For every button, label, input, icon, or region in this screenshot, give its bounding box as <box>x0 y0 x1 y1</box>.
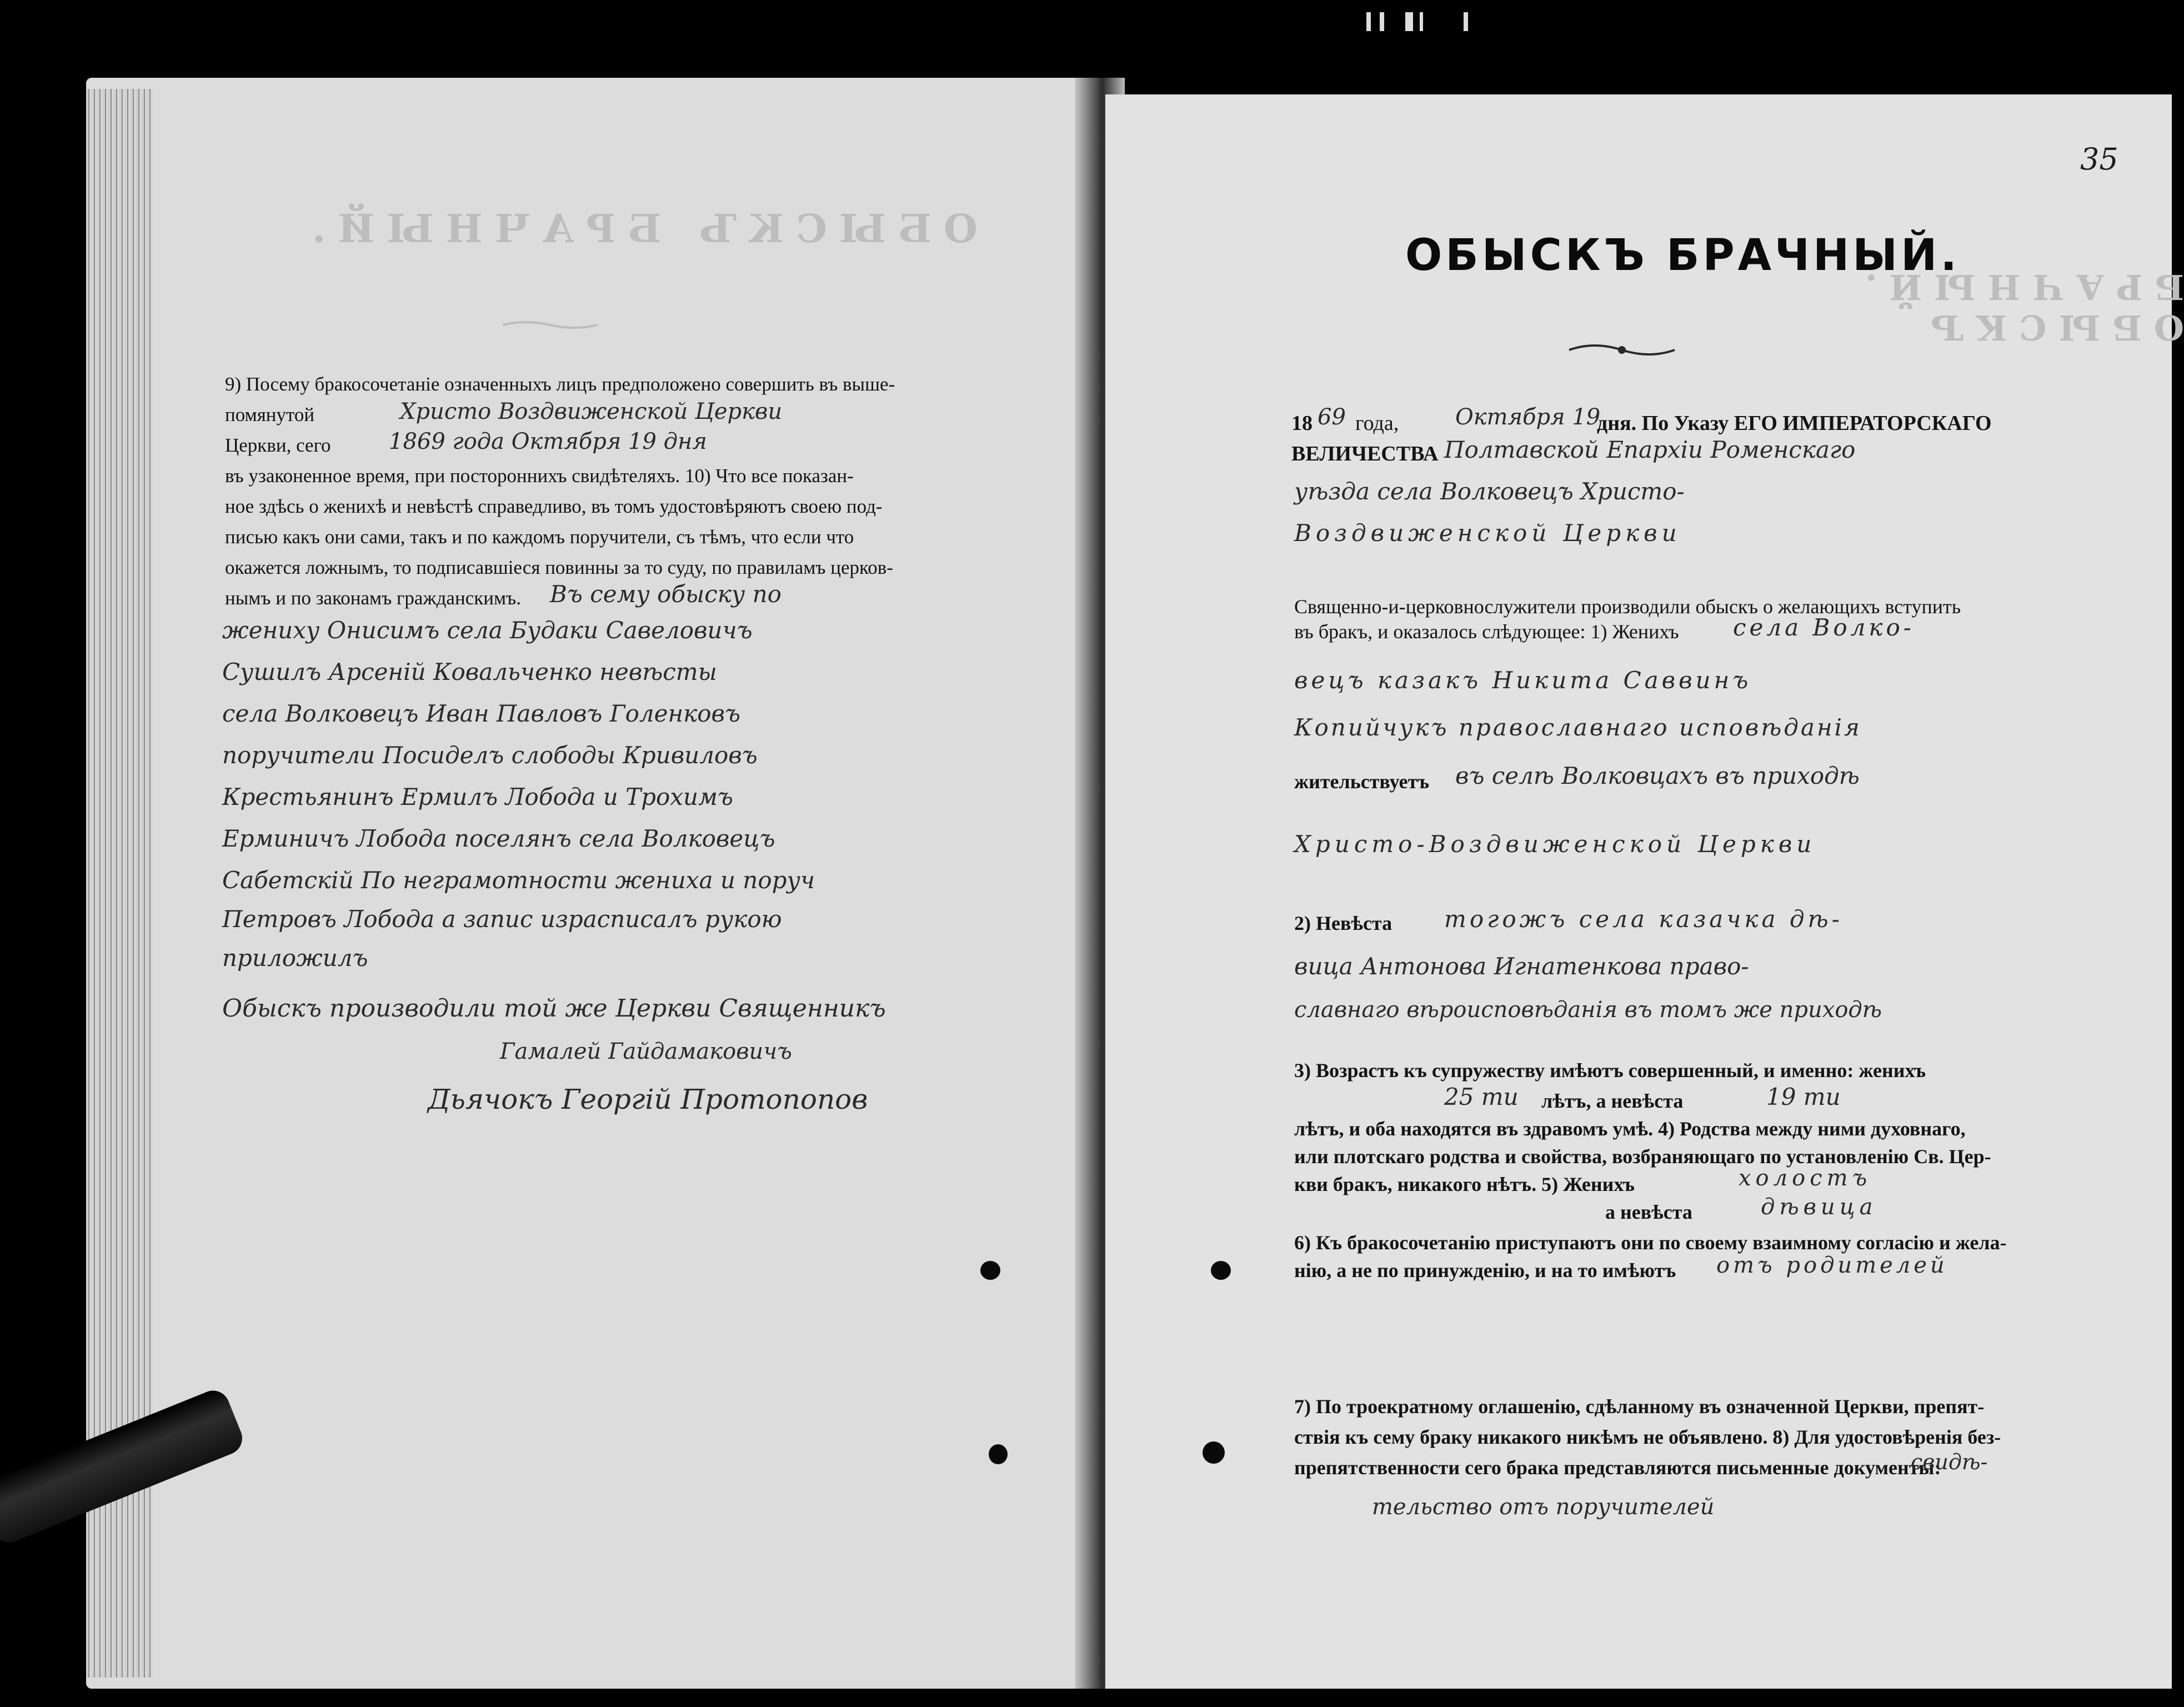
hw-date-left: 1869 года Октября 19 дня <box>389 429 707 454</box>
hw-groom-2: вецъ казакъ Никита Саввинъ <box>1294 667 1752 694</box>
hw-bride-1: тогожъ села казачка дѣ- <box>1444 905 1843 933</box>
document-title: ОБЫСКЪ БРАЧНЫЙ. <box>1405 231 1961 281</box>
left-line-7: окажется ложнымъ, то подписавшіеся повинны за то суду, по правиламъ церков- <box>225 557 893 578</box>
age-line-8: нію, а не по принужденію, и на то имѣютъ <box>1294 1259 1676 1281</box>
ghost-title-left: ОБЫСКЪ БРАЧНЫЙ. <box>300 206 978 252</box>
title-ornament <box>1566 338 1677 360</box>
page-number: 35 <box>2080 142 2118 177</box>
hw-groom-1: села Волко- <box>1733 614 1915 641</box>
age-line-5: кви бракъ, никакого нѣтъ. 5) Женихъ <box>1294 1173 1635 1195</box>
hw-ukaz-2: уѣзда села Волковецъ Христо- <box>1294 478 1685 505</box>
hw-documents-2: тельство отъ поручителей <box>1372 1494 1715 1520</box>
hw-left-10: приложилъ <box>222 944 368 972</box>
final-line-3: препятственности сего брака представляются письменные документы: <box>1294 1456 1941 1479</box>
hw-bride-2: вица Антонова Игнатенкова право- <box>1294 953 1749 980</box>
left-line-1: 9) Посему бракосочетаніе означенныхъ лицъ предположено совершить въ выше- <box>225 373 895 395</box>
hw-left-4: села Волковецъ Иван Павловъ Голенковъ <box>222 700 740 727</box>
left-line-4: въ узаконенное время, при постороннихъ свидѣтеляхъ. 10) Что все показан- <box>225 465 854 487</box>
bride-label: 2) Невѣста <box>1294 912 1392 934</box>
age-line-1: 3) Возрастъ къ супружеству имѣютъ совершенный, и именно: женихъ <box>1294 1059 1926 1082</box>
binding-hole <box>989 1444 1008 1464</box>
final-line-1: 7) По троекратному оглашенію, сдѣланному въ означенной Церкви, препят- <box>1294 1395 1985 1418</box>
hw-church: Христо Воздвиженской Церкви <box>400 399 783 424</box>
hw-left-8: Сабетскій По неграмотности жениха и поруч <box>222 867 815 894</box>
ghost-ornament-left <box>500 317 600 333</box>
film-frame-marks <box>1366 12 1472 34</box>
hw-ukaz-3: Воздвиженской Церкви <box>1294 519 1681 547</box>
ghost-title-right: ОБЫСКЪ БРАЧНЫЙ. <box>1853 267 2184 348</box>
left-line-3: Церкви, сего <box>225 434 331 456</box>
age-line-2: лѣтъ, а невѣста <box>1541 1090 1684 1112</box>
word-goda: года, <box>1355 412 1399 435</box>
body-line-2: въ бракъ, и оказалось слѣдующее: 1) Женихъ <box>1294 620 1679 643</box>
hw-groom-3: Копийчукъ православнаго исповѣданія <box>1294 714 1862 741</box>
left-line-6: писью какъ они сами, такъ и по каждомъ поручители, съ тѣмъ, что если что <box>225 526 854 548</box>
age-line-6: а невѣста <box>1605 1201 1692 1223</box>
age-line-7: 6) Къ бракосочетанію приступаютъ они по своему взаимному согласію и жела- <box>1294 1232 2007 1254</box>
hw-left-11: Обыскъ производили той же Церкви Священникъ <box>222 994 886 1023</box>
left-line-5: ное здѣсь о женихѣ и невѣстѣ справедливо, въ томъ удостовѣряютъ своею под- <box>225 495 883 517</box>
hw-year: 69 <box>1318 404 1346 430</box>
final-line-2: ствія къ сему браку никакого никѣмъ не объявлено. 8) Для удостовѣренія без- <box>1294 1426 2001 1448</box>
hw-groom-status: холостъ <box>1739 1165 1872 1191</box>
left-line-2: помянутой <box>225 404 315 426</box>
hw-left-9: Петровъ Лобода а запис израсписалъ рукою <box>222 905 782 933</box>
body-line-1: Священно-и-церковнослужители производили обыскъ о желающихъ вступить <box>1294 595 1961 618</box>
age-line-3: лѣтъ, и оба находятся въ здравомъ умѣ. 4) Родства между ними духовнаго, <box>1294 1118 1966 1140</box>
hw-residence-2: Христо-Воздвиженской Церкви <box>1294 830 1816 858</box>
hw-left-7: Ерминичъ Лобода поселянъ села Волковецъ <box>222 825 775 852</box>
hw-signature-deacon: Дьячокъ Георгій Протопопов <box>428 1083 868 1115</box>
binding-hole <box>1211 1261 1231 1280</box>
year-prefix: 18 <box>1291 412 1313 435</box>
hw-residence-1: въ селѣ Волковцахъ въ приходѣ <box>1455 762 1860 789</box>
hw-bride-age: 19 ти <box>1766 1083 1841 1110</box>
hw-ukaz-1: Полтавской Епархіи Роменскаго <box>1444 436 1856 463</box>
age-line-4: или плотскаго родства и свойства, возбраняющаго по установленію Св. Цер- <box>1294 1145 1991 1168</box>
left-line-8: нымъ и по законамъ гражданскимъ. <box>225 587 521 609</box>
hw-left-5: поручители Посиделъ слободы Кривиловъ <box>222 742 758 769</box>
hw-bride-status: дѣвица <box>1761 1194 1877 1220</box>
hw-month: Октября 19 <box>1455 404 1601 430</box>
hw-left-1: Въ сему обыску по <box>550 580 782 608</box>
hw-left-12: Гамалей Гайдамаковичъ <box>500 1039 792 1064</box>
binding-hole <box>1203 1441 1225 1464</box>
hw-consent: отъ родителей <box>1716 1253 1948 1278</box>
hw-groom-age: 25 ти <box>1444 1083 1519 1110</box>
hw-left-6: Крестьянинъ Ермилъ Лобода и Трохимъ <box>222 783 733 810</box>
hw-left-3: Сушилъ Арсеній Ковальченко невѣсты <box>222 658 717 685</box>
hw-documents-1: свидѣ- <box>1911 1450 1988 1474</box>
binding-hole <box>980 1261 1000 1280</box>
hw-left-2: жениху Онисимъ села Будаки Савеловичъ <box>222 617 753 644</box>
ukaz-line: дня. По Указу ЕГО ИМПЕРАТОРСКАГО <box>1597 412 1992 435</box>
velichestva: ВЕЛИЧЕСТВА <box>1291 442 1439 465</box>
hw-bride-3: славнаго вѣроисповѣданія въ томъ же приходѣ <box>1294 997 1882 1023</box>
residence-label: жительствуетъ <box>1294 770 1430 793</box>
